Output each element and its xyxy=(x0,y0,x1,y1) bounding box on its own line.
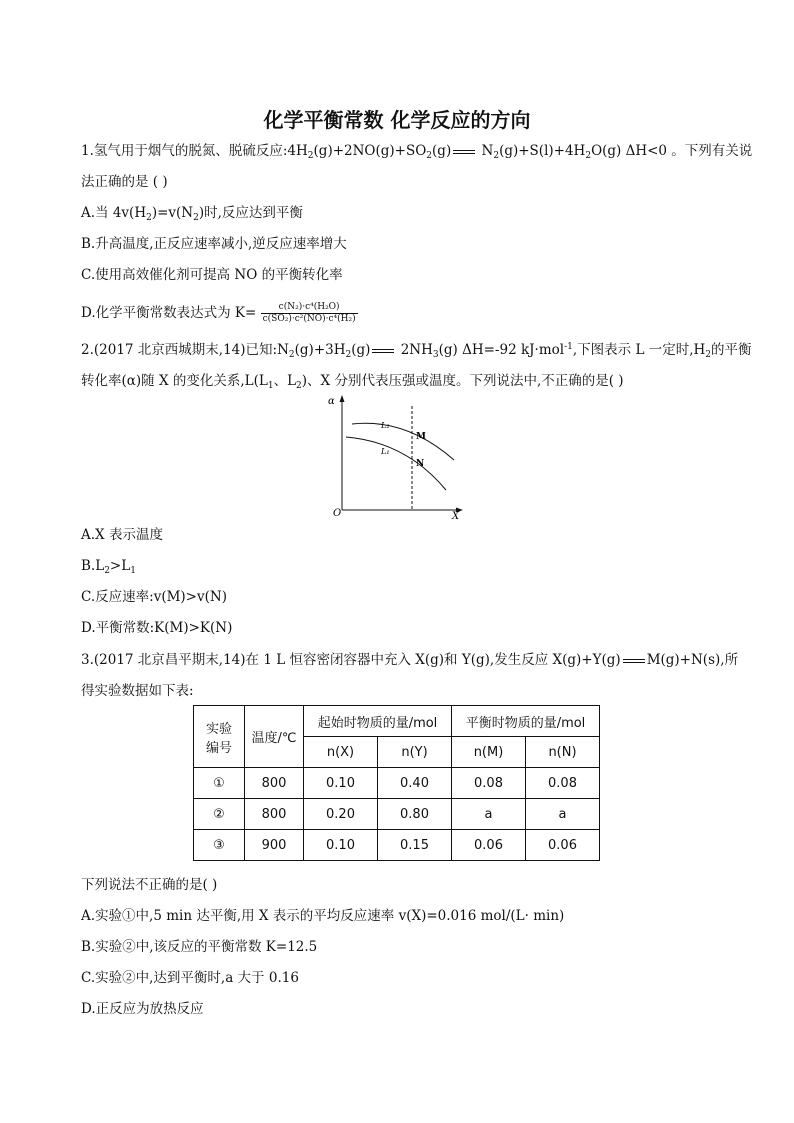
cell-nm: a xyxy=(452,799,526,830)
q2-stem-text: (g) ΔH=-92 kJ·mol xyxy=(438,342,565,358)
cell-ny: 0.40 xyxy=(378,768,452,799)
header-experiment-id xyxy=(194,706,245,768)
q1-option-c: C.使用高效催化剂可提高 NO 的平衡转化率 xyxy=(81,267,343,283)
origin-label: O xyxy=(333,508,342,519)
cell-id: ③ xyxy=(194,830,245,861)
option-text: >L xyxy=(109,558,131,574)
q2-stem-text: 、L xyxy=(273,373,297,389)
cell-id: ① xyxy=(194,768,245,799)
q2-stem-text: 2.(2017 北京西城期末,14)已知:N xyxy=(81,342,289,358)
q1-stem: 1.氢气用于烟气的脱氮、脱硫反应$:4H_2(g)+2NO(g)+SO_2(g)$ $N_2(g)+S(l)+4H_2O(g)$ ΔH<0 。下列有关说 xyxy=(81,143,753,161)
q2-option-b: $B.L_2>L_1$ xyxy=(81,558,136,576)
table-row xyxy=(194,799,600,830)
fraction-numerator: c(N₂)·c⁴(H₂O) xyxy=(261,302,358,314)
q2-option-a: A.X 表示温度 xyxy=(81,527,163,543)
q3-stem-text: 3.(2017 北京昌平期末,14)在 1 L 恒容密闭容器中充入 X(g)和 Y(g),发生反应 X(g)+Y(g) xyxy=(81,652,621,668)
cell-nm: 0.06 xyxy=(452,830,526,861)
table-header-row xyxy=(194,706,600,737)
subheader-ny: n(Y) xyxy=(378,737,452,768)
page-title: 化学平衡常数 化学反应的方向 xyxy=(263,108,531,132)
cell-id: ② xyxy=(194,799,245,830)
cell-nm: 0.08 xyxy=(452,768,526,799)
header-text: 编号 xyxy=(205,740,232,756)
q1-stem-line2: 法正确的是 ( ) xyxy=(81,174,168,190)
y-axis-arrow-icon xyxy=(340,395,345,402)
q3-option-d: D.正反应为放热反应 xyxy=(81,1001,204,1017)
x-axis-label: X xyxy=(452,511,460,522)
conversion-graph xyxy=(326,392,466,522)
option-text: )时,反应达到平衡 xyxy=(198,205,303,221)
header-text: 实验 xyxy=(205,721,232,737)
cell-temp: 800 xyxy=(245,768,304,799)
q2-option-c: C.反应速率:v(M)>v(N) xyxy=(81,589,227,605)
subheader-nx: n(X) xyxy=(304,737,378,768)
q2-stem-text: (g)+3H xyxy=(294,342,346,358)
y-axis-label: α xyxy=(328,396,335,407)
curve-l2 xyxy=(352,423,454,460)
q2-stem-text: 2NH xyxy=(396,342,433,358)
option-text: B.L xyxy=(81,558,105,574)
q2-stem-text: 转化率(α)随 X 的变化关系,L(L xyxy=(81,373,268,389)
cell-temp: 900 xyxy=(245,830,304,861)
q3-prompt: 下列说法不正确的是( ) xyxy=(81,877,218,893)
option-text: D.化学平衡常数表达式为 K= xyxy=(81,305,257,321)
cell-nn: a xyxy=(526,799,600,830)
q3-option-b: B.实验②中,该反应的平衡常数 K=12.5 xyxy=(81,939,318,955)
cell-temp: 800 xyxy=(245,799,304,830)
q3-stem xyxy=(81,650,738,670)
point-n-label: N xyxy=(416,459,425,469)
cell-ny: 0.80 xyxy=(378,799,452,830)
q3-option-a: A.实验①中,5 min 达平衡,用 X 表示的平均反应速率 v(X)=0.016 mol/(L· min) xyxy=(81,908,565,924)
q3-stem-line2: 得实验数据如下表: xyxy=(81,683,194,699)
q2-stem-text: (g) xyxy=(351,342,371,358)
equilibrium-constant-fraction xyxy=(261,302,358,325)
q1-stem-text: 1.氢气用于烟气的脱氮、脱硫反应:4H xyxy=(81,143,308,159)
curve-l1-label: L₁ xyxy=(381,447,390,456)
q1-stem-text: (g)+2NO(g)+SO xyxy=(313,143,427,159)
curve-l1 xyxy=(346,437,446,490)
q1-stem-text: (g)+S(l)+4H xyxy=(499,143,586,159)
subheader-nm: n(M) xyxy=(452,737,526,768)
point-m-label: M xyxy=(416,432,426,442)
q1-stem-text: O(g) ΔH<0 。下列有关说 xyxy=(591,143,753,159)
q2-option-d: D.平衡常数:K(M)>K(N) xyxy=(81,620,233,636)
cell-ny: 0.15 xyxy=(378,830,452,861)
q2-stem-text: ,下图表示 L 一定时,H xyxy=(572,342,706,358)
header-temperature: 温度/℃ xyxy=(245,706,304,768)
q1-option-d xyxy=(81,302,358,325)
q2-stem-text: )、X 分别代表压强或温度。下列说法中,不正确的是( ) xyxy=(301,373,624,389)
experiment-data-table xyxy=(193,705,600,861)
curve-l2-label: L₂ xyxy=(381,421,390,430)
q2-stem-text: 的平衡 xyxy=(711,342,752,358)
header-initial-amount: 起始时物质的量/mol xyxy=(304,706,452,737)
equilibrium-arrow-icon xyxy=(370,346,396,356)
q1-stem-text: N xyxy=(477,143,494,159)
subheader-nn: n(N) xyxy=(526,737,600,768)
q1-option-b: B.升高温度,正反应速率减小,逆反应速率增大 xyxy=(81,236,347,252)
cell-nx: 0.10 xyxy=(304,768,378,799)
equilibrium-arrow-icon xyxy=(621,656,647,666)
cell-nx: 0.10 xyxy=(304,830,378,861)
q1-stem-text: (g) xyxy=(432,143,452,159)
cell-nn: 0.08 xyxy=(526,768,600,799)
fraction-denominator: c(SO₂)·c²(NO)·c⁴(H₂) xyxy=(262,314,356,324)
q3-option-c: C.实验②中,达到平衡时,a 大于 0.16 xyxy=(81,970,299,986)
cell-nx: 0.20 xyxy=(304,799,378,830)
q2-stem: 2.(2017 北京西城期末,14)已知$:N_2(g)+3H_2(g)$ $2NH_3(g)$ ΔH=-92 kJ·mol$^{-1}$,下图表示 L 一定时$,H_2$的平衡 xyxy=(81,342,752,360)
option-text: A.当 4v(H xyxy=(81,205,147,221)
table-row xyxy=(194,768,600,799)
header-equilibrium-amount: 平衡时物质的量/mol xyxy=(452,706,600,737)
q3-stem-text: M(g)+N(s),所 xyxy=(646,652,739,668)
cell-nn: 0.06 xyxy=(526,830,600,861)
table-row xyxy=(194,830,600,861)
option-text: )=v(N xyxy=(151,205,194,221)
q1-option-a: A.当 $4v(H_2)=v(N_2)$时,反应达到平衡 xyxy=(81,205,303,223)
equilibrium-arrow-icon xyxy=(451,147,477,157)
q2-stem-line2: 转化率(α)随 X 的变化关系$,L(L_1$、$L_2$)、X 分别代表压强或温度。下列说法中,不正确的是( ) xyxy=(81,373,624,391)
